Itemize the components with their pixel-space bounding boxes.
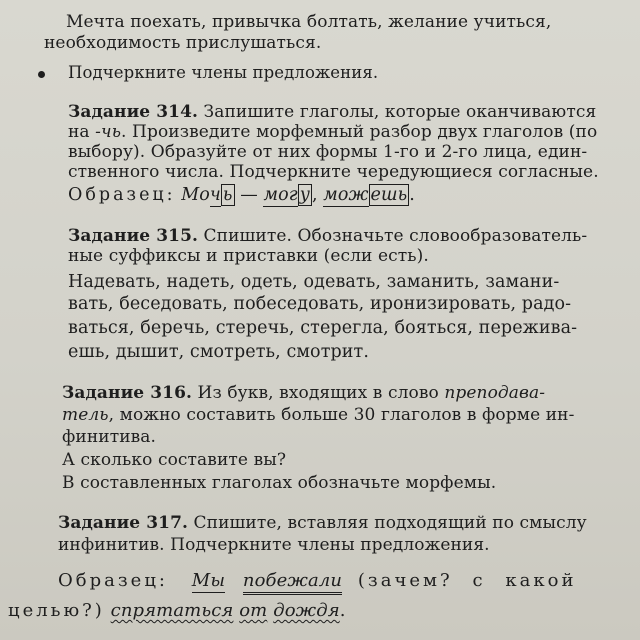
sample-label: Образец: <box>68 185 176 205</box>
task-315-words-1: Надевать, надеть, одеть, одевать, заманить, замани- <box>68 272 560 292</box>
task-317-line-2: инфинитив. Подчеркните члены предложения. <box>58 535 490 555</box>
suffix-chj: -чь <box>95 122 122 142</box>
left-margin-fragments <box>0 90 12 180</box>
task-315-title: Задание 315. <box>68 226 199 246</box>
task-315-words-4: ешь, дышит, смотреть, смотрит. <box>68 342 369 362</box>
task-316-line-1: Задание 316. Из букв, входящих в слово преподава- <box>62 383 546 403</box>
intro-line-1: Мечта поехать, привычка болтать, желание учиться, <box>66 12 552 32</box>
sample-word-mozhesh: мож ешь <box>323 185 408 205</box>
sample-word-spryatatsya: спрятаться <box>110 600 234 621</box>
sample-word-dozhdya: дождя <box>273 600 340 621</box>
task-316-line-2: тель, можно составить больше 30 глаголов в форме ин- <box>62 405 575 425</box>
sample-label-317: Образец: <box>58 570 168 591</box>
task-316-title: Задание 316. <box>62 383 193 403</box>
sample-word-my: Мы <box>191 570 226 591</box>
task-316-line-4: А сколько составите вы? <box>62 450 287 470</box>
task-317-sample-line-1: Образец: Мы побежали (зачем? с какой <box>58 570 576 591</box>
intro-line-2: необходимость прислушаться. <box>44 33 322 53</box>
task-314-line-2: на -чь. Произведите морфемный разбор двух глаголов (по <box>68 122 598 142</box>
sample-word-moch: Моч ь <box>181 185 233 205</box>
task-314-line-4: ственного числа. Подчеркните чередующиеся согласные. <box>68 162 599 182</box>
task-315-words-2: вать, беседовать, побеседовать, иронизировать, радо- <box>68 294 572 314</box>
task-314-title: Задание 314. <box>68 102 199 122</box>
bullet-instruction: Подчеркните члены предложения. <box>68 63 379 82</box>
task-314-sample: Образец: Моч ь — мог у , мож ешь . <box>68 185 415 205</box>
task-315-line-1: Задание 315. Спишите. Обозначьте словообразователь- <box>68 226 588 246</box>
task-314-text-1: Запишите глаголы, которые оканчиваются <box>203 102 597 122</box>
bullet-icon <box>38 71 45 78</box>
sample-word-pobezhali: побежали <box>243 570 342 595</box>
sample-word-ot: от <box>239 600 268 621</box>
task-314-line-1 <box>68 102 596 122</box>
task-317-line-1: Задание 317. Спишите, вставляя подходящий по смыслу <box>58 513 587 533</box>
task-314-line-3: выбору). Образуйте от них формы 1-го и 2-го лица, един- <box>68 142 588 162</box>
sample-word-mogu: мог у <box>263 185 310 205</box>
task-317-title: Задание 317. <box>58 513 189 533</box>
task-317-sample-line-2: целью?) спрятаться от дождя. <box>8 600 346 621</box>
task-316-line-3: финитива. <box>62 427 157 447</box>
task-316-line-5: В составленных глаголах обозначьте морфемы. <box>62 473 497 493</box>
task-315-line-2: ные суффиксы и приставки (если есть). <box>68 246 429 266</box>
task-315-words-3: ваться, беречь, стеречь, стерегла, бояться, пережива- <box>68 318 578 338</box>
